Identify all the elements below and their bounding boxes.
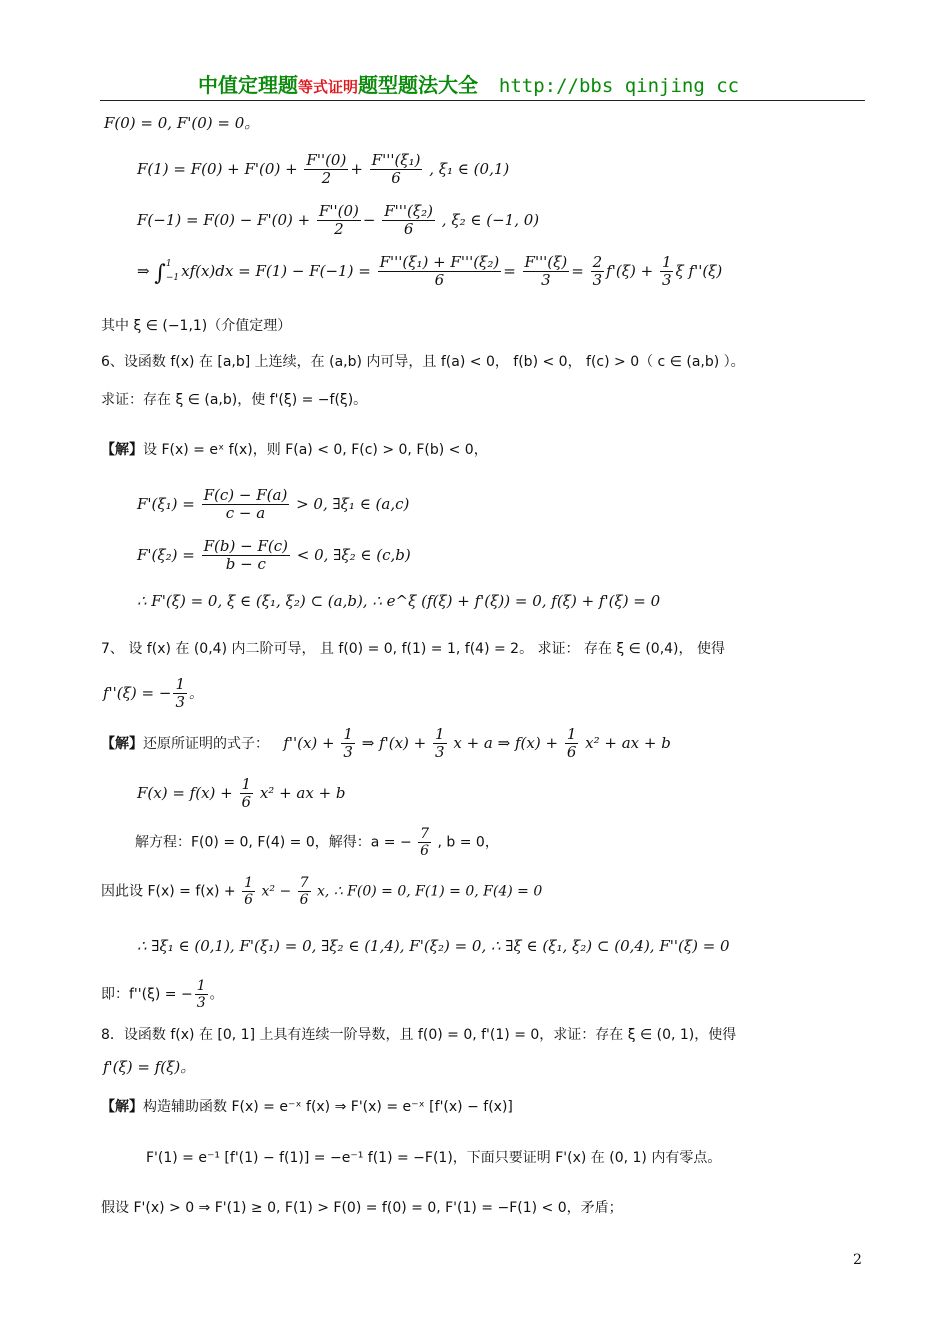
- line-mvt-xi1: F'(ξ₁) = $\frac{F(c) - F(a)}{c - a}$ > 0, ∃ξ₁ ∈ (a,c): [137, 486, 410, 523]
- problem-6-goal: 求证：存在 ξ ∈ (a,b)，使 f'(ξ) = −f(ξ)。: [101, 392, 368, 408]
- integral-sign: ∫: [154, 260, 166, 286]
- line-rolle-chain: ∴ ∃ξ₁ ∈ (0,1), F'(ξ₁) = 0, ∃ξ₂ ∈ (1,4), F'(ξ₂) = 0, ∴ ∃ξ ∈ (ξ₁, ξ₂) ⊂ (0,4), F''(ξ) = 0: [137, 937, 730, 955]
- integral-limits: 1 −1: [165, 259, 180, 283]
- integral-expression: xf(x)dx = F(1) − F(−1) =: [181, 261, 371, 280]
- line-initial-conditions: F(0) = 0, F'(0) = 0。: [104, 114, 260, 132]
- solution-tag: 【解】: [101, 1099, 143, 1115]
- solution-tag: 【解】: [101, 735, 143, 752]
- taylor-f1-lhs: F(1) = F(0) + F'(0) +: [137, 159, 298, 178]
- line-taylor-f1: F(1) = F(0) + F'(0) + $\frac{F''(0)}{2}$ + $\frac{\text{F'''(ξ₁)}}{6}$ , ξ₁ ∈ (0,1): [137, 151, 510, 188]
- fraction: $\frac{1}{3}$: [196, 978, 206, 1012]
- line-solve-equations: 解方程：F(0) = 0, F(4) = 0，解得：a = − $\frac{7}{6}$ , b = 0，: [135, 826, 499, 860]
- fraction: $\frac{\text{F'''(ξ₁) + F'''(ξ₂)}}{6}$: [379, 253, 500, 290]
- line-problem-6-conclusion: ∴ F'(ξ) = 0, ξ ∈ (ξ₁, ξ₂) ⊂ (a,b), ∴ e^ξ (f(ξ) + f'(ξ)) = 0, f(ξ) + f'(ξ) = 0: [137, 592, 661, 610]
- line-derivative-at-1: F'(1) = e⁻¹ [f'(1) − f(1)] = −e⁻¹ f(1) = −F(1)，下面只要证明 F'(x) 在 (0, 1) 内有零点。: [146, 1150, 722, 1166]
- fraction: $\frac{\text{F'''(ξ₁)}}{6}$: [371, 151, 421, 188]
- fraction: $\frac{1}{6}$: [566, 725, 577, 762]
- fraction: $\frac{1}{6}$: [244, 875, 254, 909]
- implies-symbol: ⇒: [137, 261, 150, 280]
- fraction: $\frac{F(b) - F(c)}{b - c}$: [203, 537, 288, 574]
- problem-8-goal: f'(ξ) = f(ξ)。: [103, 1058, 196, 1076]
- line-taylor-fm1: F(−1) = F(0) − F'(0) + $\frac{F''(0)}{2}$ − $\frac{\text{F'''(ξ₂)}}{6}$ , ξ₂ ∈ (−1, 0): [137, 202, 540, 239]
- header-title-part2: 等式证明: [298, 78, 359, 96]
- fraction: $\frac{F(c) - F(a)}{c - a}$: [203, 486, 288, 523]
- fraction: $\frac{7}{6}$: [299, 875, 309, 909]
- page-header: [100, 68, 865, 101]
- fraction: $\frac{F''(0)}{2}$: [306, 151, 347, 188]
- fraction: $\frac{1}{6}$: [241, 775, 252, 812]
- fraction: $\frac{F'''(\xi)}{3}$: [524, 253, 568, 290]
- header-title: [198, 69, 739, 98]
- problem-7-statement: 7、 设 f(x) 在 (0,4) 内二阶可导， 且 f(0) = 0, f(1) = 1, f(4) = 2。 求证： 存在 ξ ∈ (0,4)， 使得: [101, 641, 725, 657]
- fraction: $\frac{1}{3}$: [435, 725, 445, 762]
- problem-8-solution-intro: 【解】构造辅助函数 F(x) = e⁻ˣ f(x) ⇒ F'(x) = e⁻ˣ [f'(x) − f(x)]: [101, 1099, 513, 1115]
- header-title-part1: 中值定理题: [198, 73, 298, 97]
- fraction: $\frac{1}{3}$: [175, 675, 185, 712]
- fraction: $\frac{7}{6}$: [420, 826, 430, 860]
- problem-7-conclusion: 即：f''(ξ) = − $\frac{1}{3}$ 。: [101, 978, 224, 1012]
- taylor-fm1-lhs: F(−1) = F(0) − F'(0) +: [137, 210, 311, 229]
- line-integral-result: ⇒ ∫1 −1 xf(x)dx = F(1) − F(−1) = $\frac{\text{F'''(ξ₁) + F'''(ξ₂)}}{6}$ = $\frac{F'''(\xi)}{3}$ = $\frac{2}{3}$ f'(ξ) + $\frac{1}{3}$ ξ f''(ξ): [137, 253, 723, 290]
- problem-6-solution-intro: 【解】设 F(x) = eˣ f(x)，则 F(a) < 0, F(c) > 0, F(b) < 0，: [101, 442, 488, 458]
- problem-7-solution-intro: 【解】还原所证明的式子： f''(x) + $\frac{1}{3}$ ⇒ f'(x) + $\frac{1}{3}$ x + a ⇒ f(x) + $\frac{1}{6}$ x² + ax + b: [101, 725, 671, 762]
- problem-8-statement: 8．设函数 f(x) 在 [0, 1] 上具有连续一阶导数，且 f(0) = 0, f'(1) = 0，求证：存在 ξ ∈ (0, 1)，使得: [101, 1027, 737, 1043]
- line-construct-F: F(x) = f(x) + $\frac{1}{6}$ x² + ax + b: [137, 775, 346, 812]
- fraction: $\frac{1}{3}$: [661, 253, 672, 290]
- fraction: $\frac{\text{F'''(ξ₂)}}{6}$: [384, 202, 433, 239]
- taylor-f1-range: , ξ₁ ∈ (0,1): [429, 159, 510, 178]
- page-number: 2: [853, 1252, 862, 1268]
- problem-7-goal: f''(ξ) = − $\frac{1}{3}$ 。: [103, 675, 203, 712]
- problem-6-statement: 6、设函数 f(x) 在 [a,b] 上连续，在 (a,b) 内可导，且 f(a) < 0， f(b) < 0， f(c) > 0（ c ∈ (a,b) ）。: [101, 354, 745, 370]
- fraction: $\frac{2}{3}$: [592, 253, 603, 290]
- fraction: $\frac{F''(0)}{2}$: [318, 202, 359, 239]
- line-assume-positive: 假设 F'(x) > 0 ⇒ F'(1) ≥ 0, F(1) > F(0) = f(0) = 0, F'(1) = −F(1) < 0，矛盾；: [101, 1200, 623, 1216]
- fraction: $\frac{1}{3}$: [343, 725, 353, 762]
- header-url: http://bbs qinjing cc: [498, 75, 740, 97]
- header-title-part3: 题型题法大全: [358, 73, 479, 97]
- line-intermediate-value-note: 其中 ξ ∈ (−1,1)（介值定理）: [101, 318, 292, 334]
- line-define-F: 因此设 F(x) = f(x) + $\frac{1}{6}$ x² − $\frac{7}{6}$ x, ∴ F(0) = 0, F(1) = 0, F(4) = 0: [101, 875, 543, 909]
- taylor-fm1-range: , ξ₂ ∈ (−1, 0): [441, 210, 540, 229]
- solution-tag: 【解】: [101, 442, 143, 458]
- line-mvt-xi2: F'(ξ₂) = $\frac{F(b) - F(c)}{b - c}$ < 0, ∃ξ₂ ∈ (c,b): [137, 537, 411, 574]
